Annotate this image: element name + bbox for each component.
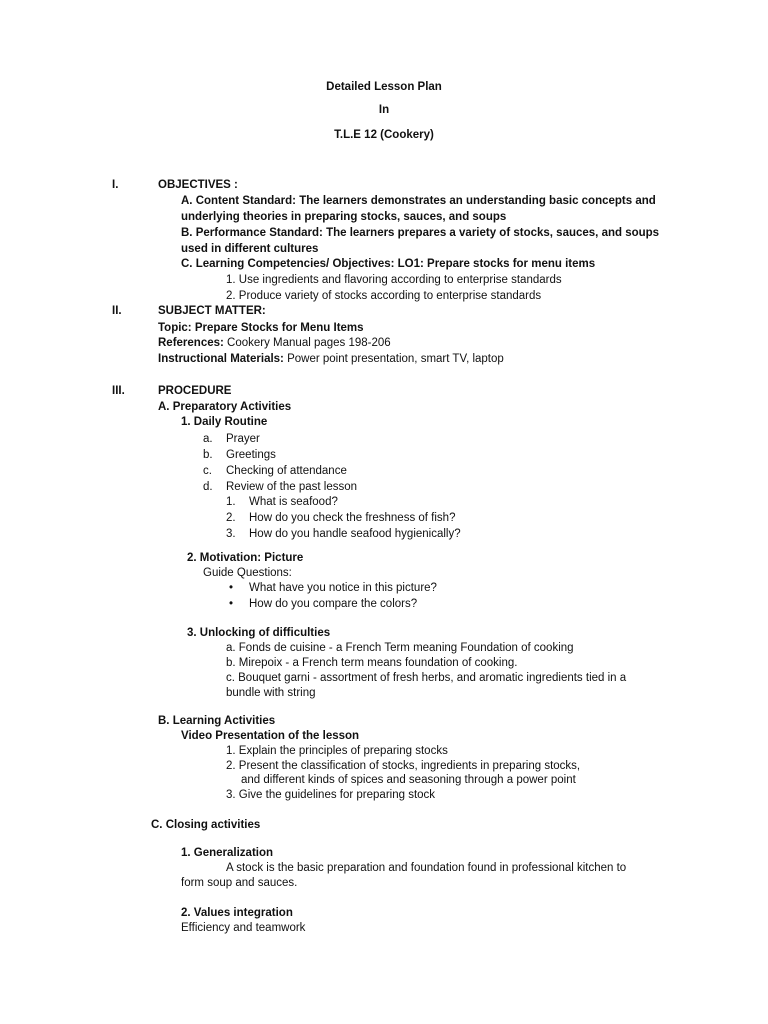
section-numeral-2: II. (112, 305, 122, 317)
term-item: c. Bouquet garni - assortment of fresh herbs, and aromatic ingredients tied in a (226, 672, 627, 684)
term-item-cont: bundle with string (226, 687, 316, 699)
references (158, 336, 391, 350)
term-item: a. Fonds de cuisine - a French Term meaning Foundation of cooking (226, 642, 574, 654)
closing-activities: C. Closing activities (151, 819, 261, 831)
generalization-text-cont: form soup and sauces. (181, 877, 298, 889)
document-subject: T.L.E 12 (Cookery) (334, 129, 434, 141)
motivation: 2. Motivation: Picture (187, 552, 304, 564)
routine-marker: c. (203, 465, 212, 477)
performance-standard: B. Performance Standard: The learners prepares a variety of stocks, sauces, and soups (181, 227, 660, 239)
content-standard: A. Content Standard: The learners demonstrates an understanding basic concepts and (181, 195, 656, 207)
bullet-icon: • (229, 582, 234, 594)
routine-item: Greetings (226, 449, 276, 461)
video-item: 1. Explain the principles of preparing stocks (226, 745, 448, 757)
lo-item: 1. Use ingredients and flavoring according to enterprise standards (226, 274, 562, 286)
performance-standard-cont: used in different cultures (181, 243, 319, 255)
review-item: How do you check the freshness of fish? (249, 512, 456, 524)
section-numeral-1: I. (112, 179, 119, 191)
review-item: What is seafood? (249, 496, 338, 508)
video-item-cont: and different kinds of spices and seasoning through a power point (241, 774, 576, 786)
video-presentation: Video Presentation of the lesson (181, 730, 360, 742)
references-value: Cookery Manual pages 198-206 (223, 337, 391, 349)
section-numeral-3: III. (112, 385, 125, 397)
generalization: 1. Generalization (181, 847, 274, 859)
routine-item: Checking of attendance (226, 465, 347, 477)
instructional-materials (158, 352, 504, 366)
daily-routine: 1. Daily Routine (181, 416, 268, 428)
routine-marker: d. (203, 481, 213, 493)
review-marker: 1. (226, 496, 236, 508)
term-item: b. Mirepoix - a French term means foundation of cooking. (226, 657, 518, 669)
topic: Topic: Prepare Stocks for Menu Items (158, 322, 364, 334)
review-item: How do you handle seafood hygienically? (249, 528, 461, 540)
routine-marker: b. (203, 449, 213, 461)
routine-item: Prayer (226, 433, 260, 445)
preparatory-activities: A. Preparatory Activities (158, 401, 292, 413)
unlocking-difficulties: 3. Unlocking of difficulties (187, 627, 331, 639)
values-integration: 2. Values integration (181, 907, 293, 919)
subject-matter-heading: SUBJECT MATTER: (158, 305, 266, 317)
values-text: Efficiency and teamwork (181, 922, 306, 934)
materials-value: Power point presentation, smart TV, laptop (283, 353, 504, 365)
video-item: 3. Give the guidelines for preparing stock (226, 789, 436, 801)
materials-label: Instructional Materials: (158, 353, 284, 365)
routine-marker: a. (203, 433, 213, 445)
learning-competencies: C. Learning Competencies/ Objectives: LO1: Prepare stocks for menu items (181, 258, 596, 270)
generalization-text: A stock is the basic preparation and foundation found in professional kitchen to (226, 862, 627, 874)
review-marker: 3. (226, 528, 236, 540)
content-standard-cont: underlying theories in preparing stocks, sauces, and soups (181, 211, 507, 223)
guide-question-item: What have you notice in this picture? (249, 582, 437, 594)
procedure-heading: PROCEDURE (158, 385, 232, 397)
review-marker: 2. (226, 512, 236, 524)
guide-questions: Guide Questions: (203, 567, 292, 579)
document-title: Detailed Lesson Plan (326, 81, 442, 93)
routine-item: Review of the past lesson (226, 481, 358, 493)
bullet-icon: • (229, 598, 234, 610)
video-item: 2. Present the classification of stocks, ingredients in preparing stocks, (226, 760, 581, 772)
lo-item: 2. Produce variety of stocks according to enterprise standards (226, 290, 542, 302)
references-label: References: (158, 337, 224, 349)
document-title-in: In (378, 104, 390, 116)
objectives-heading: OBJECTIVES : (158, 179, 238, 191)
learning-activities: B. Learning Activities (158, 715, 276, 727)
guide-question-item: How do you compare the colors? (249, 598, 418, 610)
